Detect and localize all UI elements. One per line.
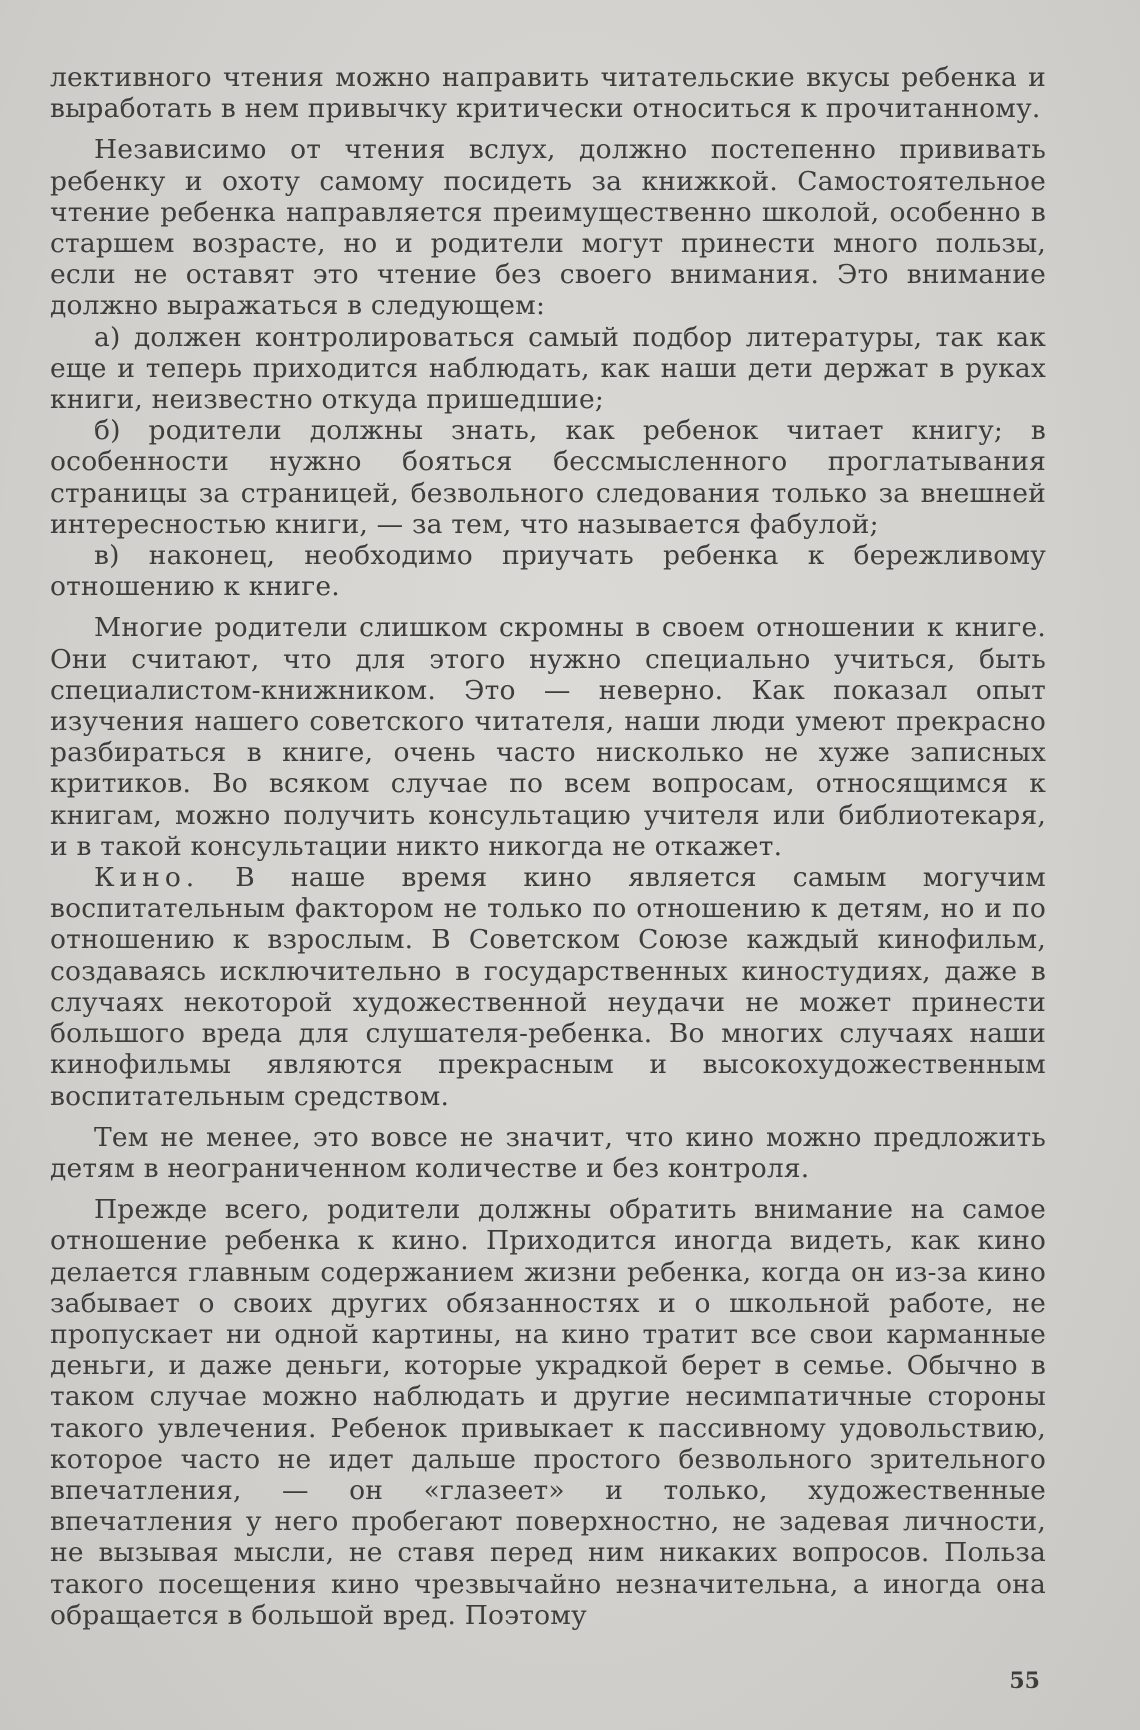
paragraph-first-of-all: Прежде всего, родители должны обратить внимание на самое отношение ребенка к кино. Приходится иногда видеть, как кино делается главным содержанием жизни ребенка, когда он из-за кино забывает о своих других обязанностях и о школьной работе, не пропускает ни одной картины, на кино тратит все свои карманные деньги, и даже деньги, которые украдкой берет в семье. Обычно в таком случае можно наблюдать и другие несимпатичные стороны такого увлечения. Ребенок привыкает к пассивному удовольствию, которое часто не идет дальше простого безвольного зрительного впечатления, — он «глазеет» и только, художественные впечатления у него пробегают поверхностно, не задевая личности, не вызывая мысли, не ставя перед ним никаких вопросов. Польза такого посещения кино чрезвычайно незначительна, а иногда она обращается в большой вред. Поэтому [50, 1194, 1046, 1631]
paragraph-independent-reading: Независимо от чтения вслух, должно постепенно прививать ребенку и охоту самому посидеть за книжкой. Самостоятельное чтение ребенка направляется преимущественно школой, особенно в старшем возрасте, но и родители могут принести много пользы, если не оставят это чтение без своего внимания. Это внимание должно выражаться в следующем: [50, 134, 1046, 322]
page-text [50, 62, 1046, 1631]
list-item-a: а) должен контролироваться самый подбор литературы, так как еще и теперь приходится наблюдать, как наши дети держат в руках книги, неизвестно откуда пришедшие; [50, 321, 1046, 416]
paragraph-cinema-text: В наше время кино является самым могучим воспитательным фактором не только по отношению к детям, но и по отношению к взрослым. В Советском Союзе каждый кинофильм, создаваясь исключительно в государственных киностудиях, даже в случаях некоторой художественной неудачи не может принести большого вреда для слушателя-ребенка. Во многих случаях наши кинофильмы являются прекрасным и высокохудожественным воспитательным средством. [50, 862, 1046, 1112]
section-heading-cinema: Кино. [94, 862, 200, 894]
paragraph-nevertheless: Тем не менее, это вовсе не значит, что кино можно предложить детям в неограниченном количестве и без контроля. [50, 1121, 1046, 1184]
paragraph-continued: лективного чтения можно направить читательские вкусы ребенка и выработать в нем привычку критически относиться к прочитанному. [50, 62, 1046, 125]
paragraph-modest-parents: Многие родители слишком скромны в своем отношении к книге. Они считают, что для этого нужно специально учиться, быть специалистом-книжником. Это — неверно. Как показал опыт изучения нашего советского читателя, наши люди умеют прекрасно разбираться в книге, очень часто нисколько не хуже записных критиков. Во всяком случае по всем вопросам, относящимся к книгам, можно получить консультацию учителя или библиотекаря, и в такой консультации никто никогда не откажет. [50, 612, 1046, 862]
page-number: 55 [1009, 1668, 1040, 1694]
list-item-c: в) наконец, необходимо приучать ребенка к бережливому отношению к книге. [50, 540, 1046, 603]
list-item-b: б) родители должны знать, как ребенок читает книгу; в особенности нужно бояться бессмысленного проглатывания страницы за страницей, безвольного следования только за внешней интересностью книги, — за тем, что называется фабулой; [50, 415, 1046, 540]
paragraph-cinema [50, 862, 1046, 1112]
